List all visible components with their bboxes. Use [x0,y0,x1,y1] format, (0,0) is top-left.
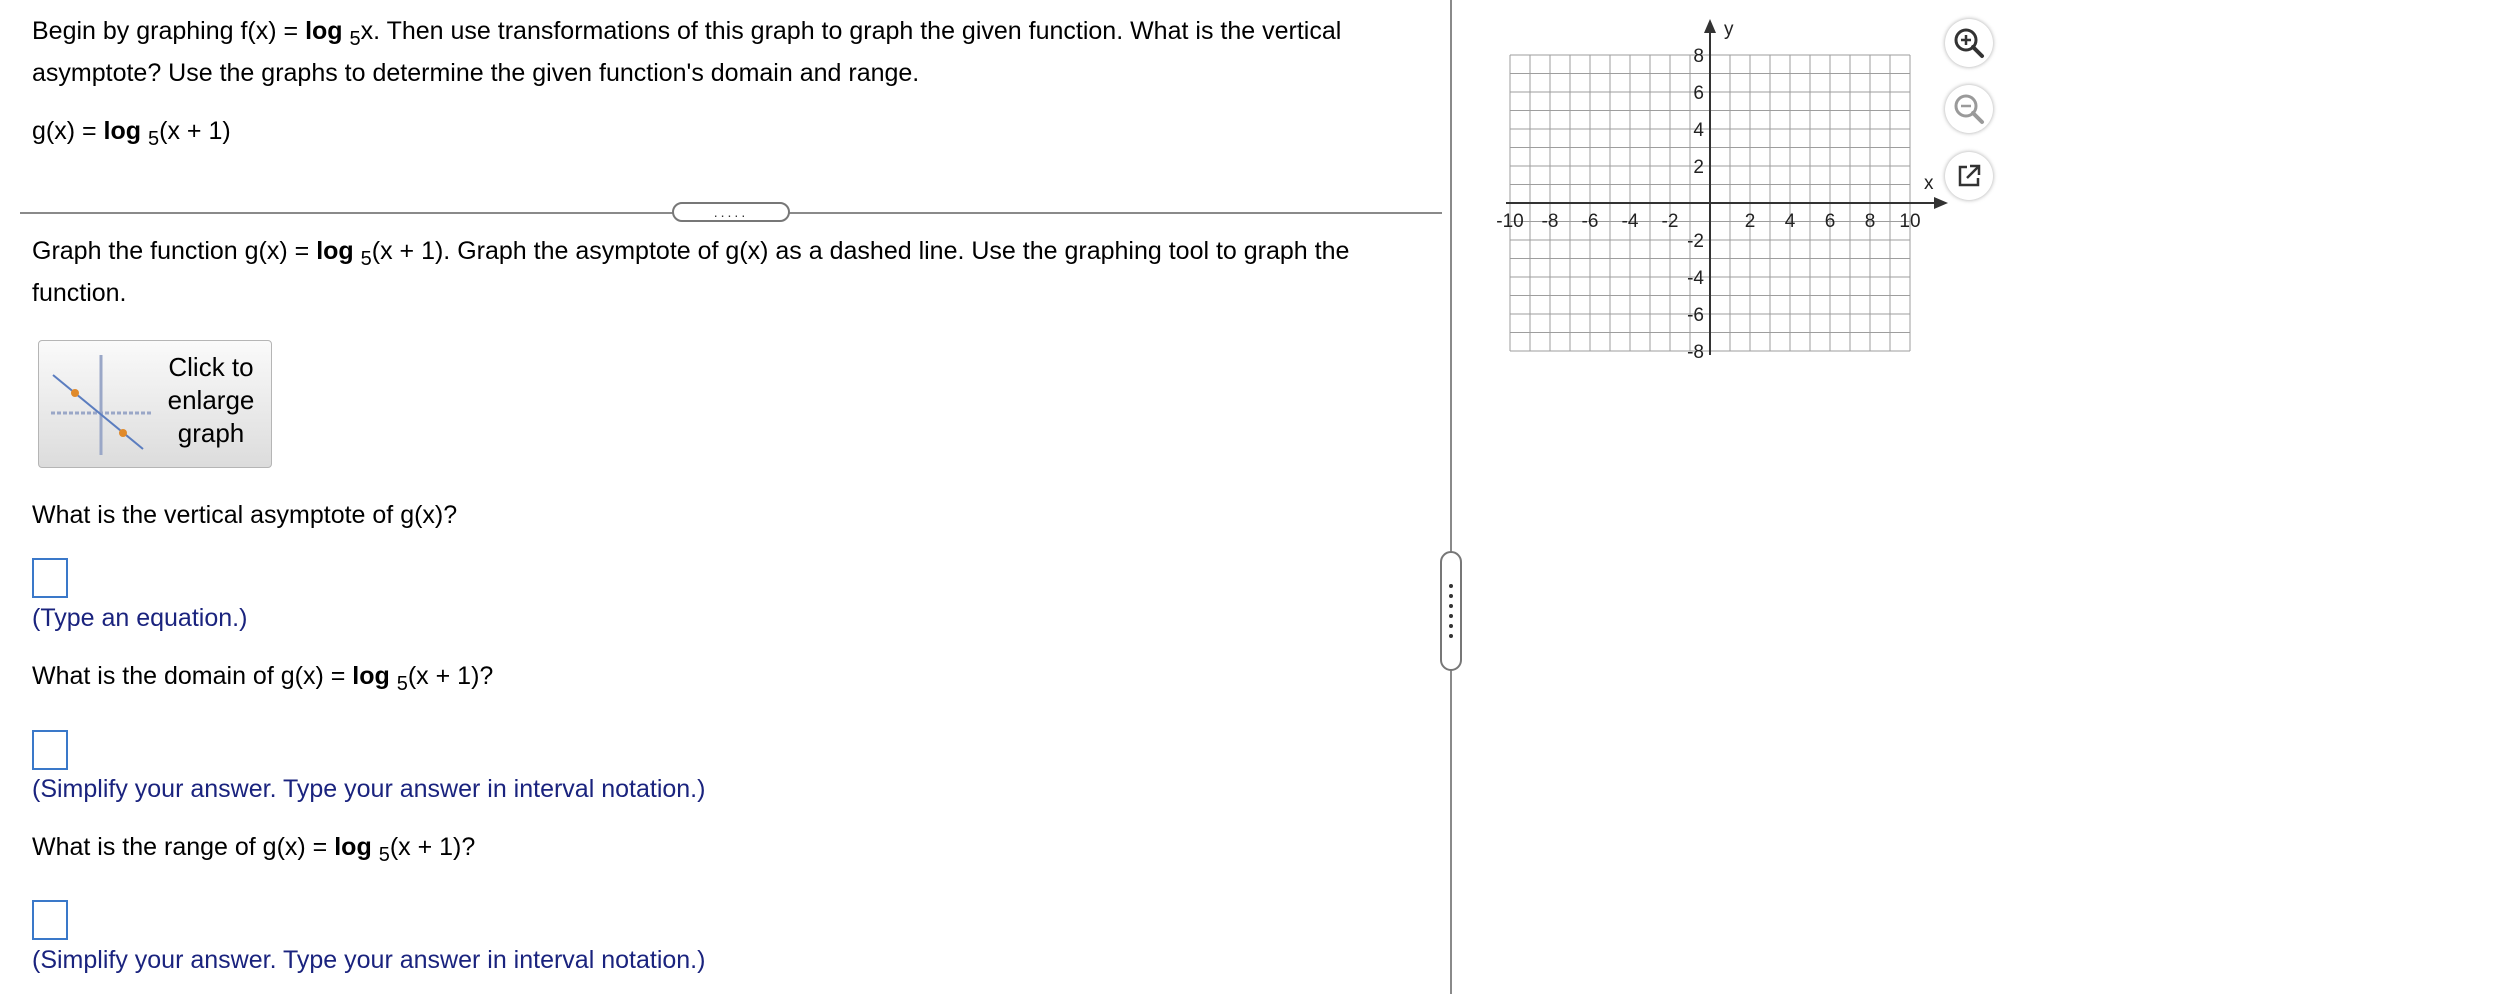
external-link-icon [1954,161,1984,191]
x-tick-label: 8 [1864,211,1876,232]
x-tick-label: 6 [1824,211,1836,232]
pane-divider-handle[interactable] [1440,551,1462,671]
function-definition: g(x) = log $_5$(x + 1) [32,117,231,150]
question-range: What is the range of g(x) = log $_5$(x + 1)? [32,833,476,866]
x-axis-arrow [1934,197,1948,209]
y-tick-label: 8 [1693,46,1704,67]
y-tick-label: -8 [1687,342,1704,363]
domain-answer-box[interactable] [32,730,68,770]
enlarge-graph-button[interactable] [38,340,272,468]
asymptote-hint: (Type an equation.) [32,604,248,632]
problem-intro-line2: asymptote? Use the graphs to determine the given function's domain and range. [32,59,920,87]
x-tick-label: -4 [1621,211,1639,232]
x-tick-label: -8 [1541,211,1559,232]
divider-handle[interactable]: ..... [672,202,790,222]
axes [1506,19,1948,355]
domain-hint: (Simplify your answer. Type your answer in interval notation.) [32,775,706,803]
x-tick-label: -10 [1496,211,1524,232]
popout-button[interactable] [1945,152,1993,200]
graph-thumbnail-icon [47,353,155,457]
zoom-in-icon [1952,26,1986,60]
x-tick-label: 4 [1784,211,1796,232]
y-tick-label: 6 [1693,83,1704,104]
y-tick-label: 2 [1693,157,1704,178]
range-answer-box[interactable] [32,900,68,940]
x-tick-label: 10 [1899,211,1921,232]
instruction-line2: function. [32,279,127,307]
y-tick-label: -2 [1687,231,1704,252]
tick-labels [1496,46,1920,363]
y-tick-label: 4 [1693,120,1704,141]
coordinate-grid[interactable] [1480,10,1950,370]
y-axis-label: y [1724,19,1734,40]
x-tick-label: -6 [1581,211,1599,232]
pane-divider [1450,0,1452,994]
problem-intro-line1: Begin by graphing f(x) = log $_5$x. Then use transformations of this graph to graph the given function. What is the vertical [32,17,1342,50]
range-hint: (Simplify your answer. Type your answer in interval notation.) [32,946,706,974]
zoom-in-button[interactable] [1945,19,1993,67]
zoom-out-button[interactable] [1945,85,1993,133]
x-tick-label: 2 [1744,211,1756,232]
x-tick-label: -2 [1661,211,1679,232]
x-axis-label: x [1924,173,1934,194]
zoom-out-icon [1952,92,1986,126]
enlarge-graph-label: Click to enlarge graph [167,352,255,448]
instruction-line1: Graph the function g(x) = log $_5$(x + 1). Graph the asymptote of g(x) as a dashed line. Use the graphing tool to graph the [32,237,1350,270]
y-tick-label: -4 [1687,268,1704,289]
question-asymptote: What is the vertical asymptote of g(x)? [32,501,458,529]
y-tick-label: -6 [1687,305,1704,326]
y-axis-arrow [1704,19,1716,33]
question-domain: What is the domain of g(x) = log $_5$(x + 1)? [32,662,494,695]
asymptote-answer-box[interactable] [32,558,68,598]
